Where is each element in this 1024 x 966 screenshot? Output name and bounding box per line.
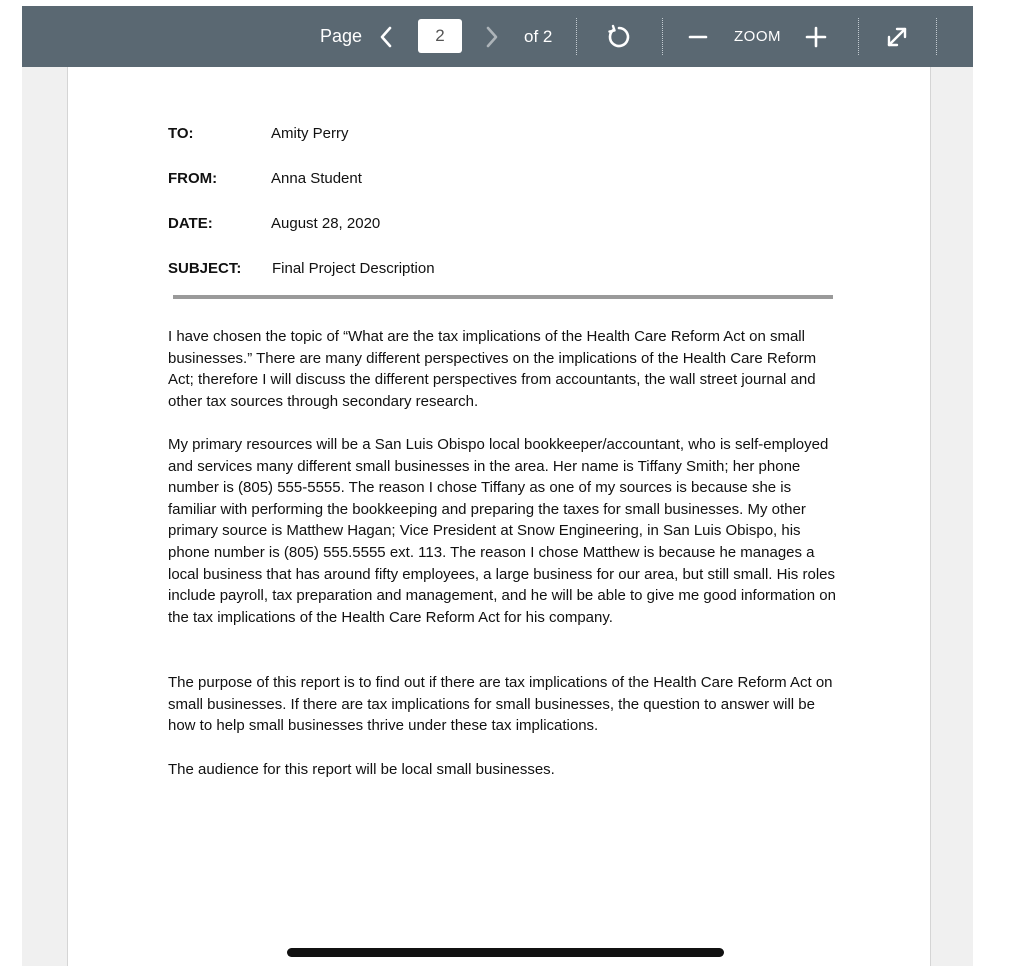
expand-icon xyxy=(885,25,909,49)
body-paragraph-resources: My primary resources will be a San Luis Obispo local bookkeeper/accountant, who is self-employed and services many different small businesses in the area. Her name is Tiffany Smith; her phone number is (805) 555-5555. The reason I chose Tiffany as one of my sources is because she is familiar with performing the bookkeeping and preparing the taxes for small businesses. My other primary source is Matthew Hagan; Vice President at Snow Engineering, in San Luis Obispo, his phone number is (805) 555.5555 ext. 113. The reason I chose Matthew is because he manages a local business that has around fifty employees, a large business for our area, but still small. His roles include payroll, tax preparation and management, and he will be able to give me good information on the tax implications of the Health Care Reform Act for his company. xyxy=(168,436,836,626)
minus-icon xyxy=(688,27,708,47)
memo-subject-label: SUBJECT: xyxy=(168,260,242,277)
memo-to-label: TO: xyxy=(168,125,194,142)
plus-icon xyxy=(805,26,827,48)
memo-divider xyxy=(173,295,833,299)
next-page-button[interactable] xyxy=(480,6,504,67)
memo-date-label: DATE: xyxy=(168,215,213,232)
memo-subject-value: Final Project Description xyxy=(272,260,435,277)
document-page xyxy=(67,67,931,966)
page-label: Page xyxy=(320,26,363,46)
toolbar-divider xyxy=(576,18,577,55)
memo-date-value: August 28, 2020 xyxy=(271,215,381,232)
memo-to-value: Amity Perry xyxy=(271,125,349,142)
body-paragraph-audience: The audience for this report will be local small businesses. xyxy=(168,761,555,778)
viewer-toolbar xyxy=(22,6,973,67)
zoom-in-button[interactable] xyxy=(804,6,828,67)
body-paragraph-topic: I have chosen the topic of “What are the tax implications of the Health Care Reform Act on small businesses.” There are many different perspectives on the implications of the Health Care Reform Act; therefore I will discuss the different perspectives from accountants, the wall street journal and other tax sources through secondary research. xyxy=(168,328,817,410)
prev-page-button[interactable] xyxy=(374,6,398,67)
memo-from-label: FROM: xyxy=(168,170,218,187)
chevron-right-icon xyxy=(485,25,499,49)
document-viewer xyxy=(22,6,973,966)
home-indicator xyxy=(287,948,724,957)
toolbar-divider xyxy=(936,18,937,55)
memo-from-value: Anna Student xyxy=(271,170,362,187)
rotate-icon xyxy=(606,24,632,50)
chevron-left-icon xyxy=(379,25,393,49)
body-paragraph-purpose: The purpose of this report is to find out if there are tax implications of the Health Care Reform Act on small businesses. If there are tax implications for small businesses, the question to answer will be how to help small businesses thrive under these tax implications. xyxy=(168,674,833,735)
page-number-input[interactable] xyxy=(418,19,462,53)
fullscreen-button[interactable] xyxy=(882,6,912,67)
toolbar-divider xyxy=(662,18,663,55)
page-count-label: of 2 xyxy=(524,26,553,46)
zoom-label: ZOOM xyxy=(734,28,781,45)
toolbar-divider xyxy=(858,18,859,55)
rotate-button[interactable] xyxy=(604,6,634,67)
zoom-out-button[interactable] xyxy=(686,6,710,67)
